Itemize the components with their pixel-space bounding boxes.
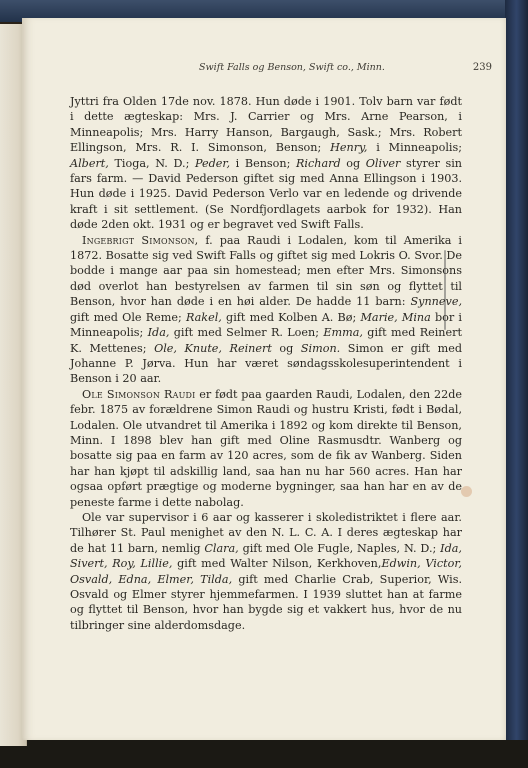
italic-name-run: Albert, [70, 156, 109, 170]
italic-name-run: Oliver [365, 156, 401, 170]
running-title: Swift Falls og Benson, Swift co., Minn. [199, 62, 385, 73]
italic-name-run: Ole, Knute, Reinert [154, 341, 272, 355]
paragraph-ingebrigt-simonson [70, 233, 462, 387]
text-run: og [271, 341, 301, 355]
text-run: Tioga, N. D.; [108, 156, 195, 170]
text-run: Ole var supervisor i 6 aar og kasserer i skoledistriktet i flere aar. Tilhører St. Paul menighet av den N. L. C. A. I deres ægteskap har de hat 11 barn, nemlig [70, 510, 462, 555]
person-name-heading: Ole Simonson Raudi [82, 387, 196, 401]
text-run: gift med Kolben A. Bø; [221, 310, 361, 324]
text-run: gift med Charlie Crab, Superior, Wis. Osvald og Elmer styrer hjemmefarmen. I 1939 sluttet han at farme og flyttet til Benson, hvor han bygde sig et vakkert hus, hvor de nu tilbringer sine alderdomsdage. [70, 572, 463, 632]
italic-name-run: Clara, [204, 541, 239, 555]
person-name-heading: Ingebrigt Simonson, [82, 233, 199, 247]
page-number: 239 [472, 62, 492, 73]
text-run: bor i Minneapolis; [70, 310, 462, 340]
text-run: gift med Selmer R. Loen; [169, 326, 324, 340]
text-run: gift med Walter Nilson, Kerkhoven, [172, 557, 382, 571]
italic-name-run: Ida, Sivert, Roy, Lillie, [70, 541, 462, 571]
paragraph-pederson-family [70, 94, 462, 233]
text-run: styrer sin fars farm. — David Pederson giftet sig med Anna Ellingson i 1903. Hun døde i 1925. David Pederson Verlo var en ledende og drivende kraft i sit settlement. (Se Nordfjordlagets aarbok for 1932). Han døde 2den okt. 1931 og er begravet ved Swift Falls. [70, 156, 463, 232]
text-run: gift med Ole Reme; [70, 310, 186, 324]
italic-name-run: Rakel, [185, 310, 222, 324]
italic-name-run: Henry, [330, 141, 368, 155]
italic-name-run: Emma, [323, 326, 363, 340]
text-run: Jyttri fra Olden 17de nov. 1878. Hun døde i 1901. Tolv barn var født i dette ægteskap: Mrs. J. Carrier og Mrs. Arne Pearson, i Minneapolis; Mrs. Harry Hanson, Bargaugh, Sask.; Mrs. Robert Ellingson, Mrs. R. I. Simonson, Benson; [70, 95, 462, 155]
book-cover-right-edge [505, 0, 528, 768]
text-run: er født paa gaarden Raudi, Lodalen, den 22de febr. 1875 av forældrene Simon Raudi og hustru Kristi, født i Bødal, Lodalen. Ole utvandret til Amerika i 1892 og kom direkte til Benson, Minn. I 1898 blev han gift med Oline Rasmusdtr. Wanberg og bosatte sig paa en farm av 120 acres, som de fik av Wanberg. Siden har han kjøpt til adskillig land, saa han nu har 560 acres. Han har ogsaa opført prægtige og moderne bygninger, saa han har en av de peneste farme i dette nabolag. [70, 387, 462, 509]
text-run: gift med Reinert K. Mettenes; [70, 326, 462, 355]
paragraph-ole-career-children [70, 510, 462, 633]
text-run: gift med Ole Fugle, Naples, N. D.; [238, 541, 441, 555]
text-run: og [340, 156, 366, 170]
italic-name-run: Peder, [194, 156, 231, 170]
paragraph-ole-simonson-raudi [70, 387, 462, 510]
italic-name-run: Synneve, [410, 295, 462, 309]
italic-name-run: Edwin, Victor, Osvald, Edna, Elmer, Tilda, [70, 557, 462, 586]
text-run: Simon er gift med Johanne P. Jørva. Hun har været søndagsskolesuperintendent i Benson i 20 aar. [70, 341, 462, 386]
italic-name-run: Ida, [147, 326, 170, 340]
body-text [70, 94, 462, 633]
page-stain [461, 486, 472, 497]
text-run: f. paa Raudi i Lodalen, kom til Amerika i 1872. Bosatte sig ved Swift Falls og giftet sig med Lokris O. Svor. De bodde i mange aar paa sin homestead; men efter Mrs. Simonsons død overlot han bestyrelsen av farmen til sin søn og flyttet til Benson, hvor han døde i en høi alder. De hadde 11 barn: [70, 233, 463, 309]
background-bottom [0, 740, 528, 768]
page-header [22, 62, 506, 76]
text-run: i Minneapolis; [367, 141, 462, 155]
italic-name-run: Richard [295, 156, 341, 170]
italic-name-run: Marie, Mina [360, 310, 431, 324]
text-run: i Benson; [230, 156, 296, 170]
italic-name-run: Simon. [300, 341, 341, 355]
